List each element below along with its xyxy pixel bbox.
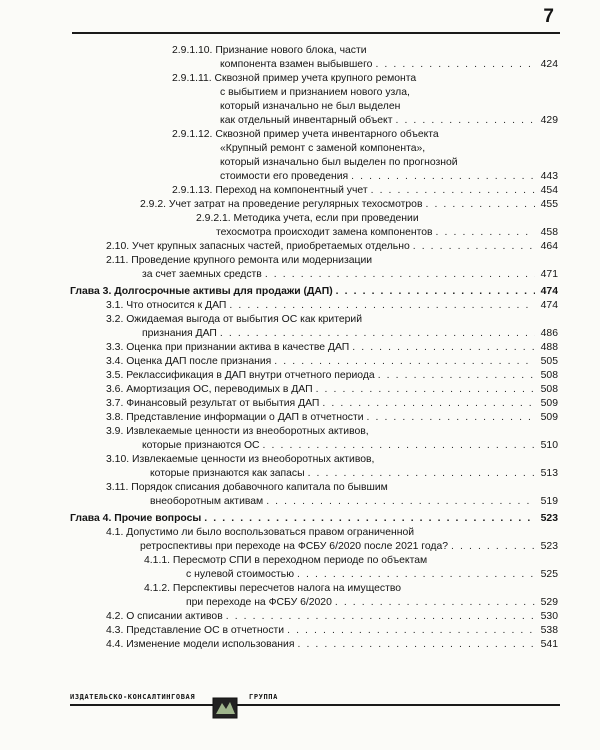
toc-entry-text: 3.3. Оценка при признании актива в качестве ДАП xyxy=(106,342,350,353)
toc-page-number: 529 xyxy=(540,597,558,608)
toc-page-number: 474 xyxy=(540,300,558,311)
toc-page-number: 523 xyxy=(540,541,558,552)
toc-entry-text: 2.9.1.11. Сквозной пример учета крупного ремонта xyxy=(172,73,417,84)
footer-rule xyxy=(70,704,560,706)
toc-entry-text: внеоборотным активам xyxy=(150,496,264,507)
toc-entry xyxy=(0,313,600,341)
publisher-name: ИЗДАТЕЛЬСКО-КОНСАЛТИНГОВАЯ xyxy=(70,693,199,701)
toc-entry-text: 4.1. Допустимо ли было воспользоваться правом ограниченной xyxy=(106,527,415,538)
toc-entry-text: который изначально был выделен по прогнозной xyxy=(220,157,458,168)
toc-leader-dots xyxy=(220,327,535,341)
toc-entry-text: 3.6. Амортизация ОС, переводимых в ДАП xyxy=(106,384,313,395)
toc-entry-text: техосмотра происходит замена компонентов xyxy=(216,227,433,238)
toc-entry-text: 4.2. О списании активов xyxy=(106,611,223,622)
toc-entry-text: который изначально не был выделен xyxy=(220,101,401,112)
toc-leader-dots xyxy=(316,383,535,397)
toc-entry-text: 3.9. Извлекаемые ценности из внеоборотных активов, xyxy=(106,426,369,437)
toc-leader-dots xyxy=(395,114,535,128)
toc-entry-text: компонента взамен выбывшего xyxy=(220,59,373,70)
toc-page-number: 471 xyxy=(540,269,558,280)
toc-entry-text: 3.1. Что относится к ДАП xyxy=(106,300,227,311)
toc-leader-dots xyxy=(226,610,535,624)
page-number: 7 xyxy=(543,6,554,27)
toc-entry-text: Глава 3. Долгосрочные активы для продажи (ДАП) xyxy=(70,286,333,297)
toc-entry-text: 3.11. Порядок списания добавочного капитала по бывшим xyxy=(106,482,388,493)
toc-entry xyxy=(0,355,600,369)
toc-entry xyxy=(0,254,600,282)
toc-entry-text: 3.5. Реклассификация в ДАП внутри отчетного периода xyxy=(106,370,375,381)
toc-entry xyxy=(0,554,600,582)
toc-leader-dots xyxy=(351,170,535,184)
toc-entry-text: 2.9.2. Учет затрат на проведение регулярных техосмотров xyxy=(140,199,423,210)
toc-leader-dots xyxy=(204,512,535,526)
toc-entry xyxy=(0,411,600,425)
toc-page-number: 488 xyxy=(540,342,558,353)
toc-entry xyxy=(0,72,600,128)
toc-entry-text: 2.9.1.10. Признание нового блока, части xyxy=(172,45,367,56)
toc-entry xyxy=(0,299,600,313)
toc-leader-dots xyxy=(352,341,535,355)
toc-leader-dots xyxy=(336,285,535,299)
toc-page-number: 519 xyxy=(540,496,558,507)
toc-leader-dots xyxy=(378,369,535,383)
toc-entry xyxy=(0,425,600,453)
toc-entry xyxy=(0,453,600,481)
toc-entry-text: с выбытием и признанием нового узла, xyxy=(220,87,410,98)
toc-leader-dots xyxy=(375,58,535,72)
toc-leader-dots xyxy=(308,467,535,481)
toc-entry-text: 3.7. Финансовый результат от выбытия ДАП xyxy=(106,398,320,409)
toc-entry-text: которые признаются ОС xyxy=(142,440,260,451)
toc-leader-dots xyxy=(297,568,535,582)
toc-leader-dots xyxy=(413,240,535,254)
toc-page-number: 508 xyxy=(540,384,558,395)
toc-page-number: 513 xyxy=(540,468,558,479)
toc-page-number: 458 xyxy=(540,227,558,238)
toc-page-number: 486 xyxy=(540,328,558,339)
toc-leader-dots xyxy=(451,540,535,554)
publisher-group: ГРУППА xyxy=(246,693,281,701)
toc-entry-text: 3.2. Ожидаемая выгода от выбытия ОС как критерий xyxy=(106,314,363,325)
toc-leader-dots xyxy=(274,355,535,369)
toc-page-number: 541 xyxy=(540,639,558,650)
toc-entry xyxy=(0,526,600,554)
toc-entry-text: 4.4. Изменение модели использования xyxy=(106,639,295,650)
toc-entry-text: 4.3. Представление ОС в отчетности xyxy=(106,625,285,636)
toc-entry xyxy=(0,582,600,610)
toc-chapter-entry xyxy=(0,285,600,299)
footer xyxy=(70,693,560,726)
toc-entry-text: 2.11. Проведение крупного ремонта или модернизации xyxy=(106,255,373,266)
toc-entry-text: 4.1.1. Пересмотр СПИ в переходном периоде по объектам xyxy=(144,555,428,566)
toc-entry-text: признания ДАП xyxy=(142,328,217,339)
toc-entry xyxy=(0,383,600,397)
toc-entry xyxy=(0,128,600,184)
toc-entry-text: 2.10. Учет крупных запасных частей, приобретаемых отдельно xyxy=(106,241,410,252)
toc-page-number: 508 xyxy=(540,370,558,381)
toc-leader-dots xyxy=(335,596,535,610)
toc-leader-dots xyxy=(297,638,535,652)
toc-entry-text: 3.8. Представление информации о ДАП в отчетности xyxy=(106,412,364,423)
toc-page-number: 509 xyxy=(540,412,558,423)
table-of-contents xyxy=(0,44,600,652)
toc-entry xyxy=(0,341,600,355)
toc-entry-text: «Крупный ремонт с заменой компонента», xyxy=(220,143,426,154)
toc-leader-dots xyxy=(425,198,535,212)
toc-page-number: 525 xyxy=(540,569,558,580)
header-rule xyxy=(72,32,560,34)
toc-entry xyxy=(0,369,600,383)
toc-page-number: 464 xyxy=(540,241,558,252)
toc-leader-dots xyxy=(371,184,535,198)
toc-entry xyxy=(0,481,600,509)
toc-entry-text: как отдельный инвентарный объект xyxy=(220,115,393,126)
toc-page-number: 429 xyxy=(540,115,558,126)
toc-entry xyxy=(0,624,600,638)
toc-leader-dots xyxy=(322,397,535,411)
toc-leader-dots xyxy=(436,226,535,240)
toc-page-number: 424 xyxy=(540,59,558,70)
toc-page-number: 455 xyxy=(540,199,558,210)
toc-leader-dots xyxy=(229,299,535,313)
toc-entry-text: 3.4. Оценка ДАП после признания xyxy=(106,356,272,367)
toc-entry-text: Глава 4. Прочие вопросы xyxy=(70,513,202,524)
toc-entry-text: с нулевой стоимостью xyxy=(186,569,295,580)
toc-entry-text: 3.10. Извлекаемые ценности из внеоборотных активов, xyxy=(106,454,375,465)
toc-leader-dots xyxy=(367,411,535,425)
toc-page-number: 443 xyxy=(540,171,558,182)
toc-entry-text: 2.9.1.13. Переход на компонентный учет xyxy=(172,185,368,196)
toc-leader-dots xyxy=(266,495,535,509)
toc-entry-text: при переходе на ФСБУ 6/2020 xyxy=(186,597,332,608)
toc-entry xyxy=(0,240,600,254)
toc-entry xyxy=(0,610,600,624)
toc-page-number: 474 xyxy=(540,286,558,297)
toc-entry-text: 2.9.1.12. Сквозной пример учета инвентарного объекта xyxy=(172,129,439,140)
toc-entry-text: за счет заемных средств xyxy=(142,269,262,280)
toc-entry-text: которые признаются как запасы xyxy=(150,468,305,479)
toc-entry xyxy=(0,397,600,411)
toc-page-number: 454 xyxy=(540,185,558,196)
toc-chapter-entry xyxy=(0,512,600,526)
toc-entry xyxy=(0,44,600,72)
toc-entry xyxy=(0,638,600,652)
publisher-logo-icon xyxy=(210,694,240,720)
toc-entry xyxy=(0,184,600,198)
toc-entry-text: ретроспективы при переходе на ФСБУ 6/2020 после 2021 года? xyxy=(140,541,449,552)
toc-page-number: 510 xyxy=(540,440,558,451)
toc-entry-text: 2.9.2.1. Методика учета, если при проведении xyxy=(196,213,419,224)
toc-entry-text: стоимости его проведения xyxy=(220,171,349,182)
toc-leader-dots xyxy=(265,268,535,282)
toc-leader-dots xyxy=(263,439,535,453)
toc-leader-dots xyxy=(287,624,535,638)
toc-entry-text: 4.1.2. Перспективы пересчетов налога на имущество xyxy=(144,583,402,594)
toc-page-number: 538 xyxy=(540,625,558,636)
toc-page-number: 530 xyxy=(540,611,558,622)
toc-entry xyxy=(0,198,600,212)
toc-page-number: 509 xyxy=(540,398,558,409)
toc-page-number: 505 xyxy=(540,356,558,367)
toc-page-number: 523 xyxy=(540,513,558,524)
toc-entry xyxy=(0,212,600,240)
